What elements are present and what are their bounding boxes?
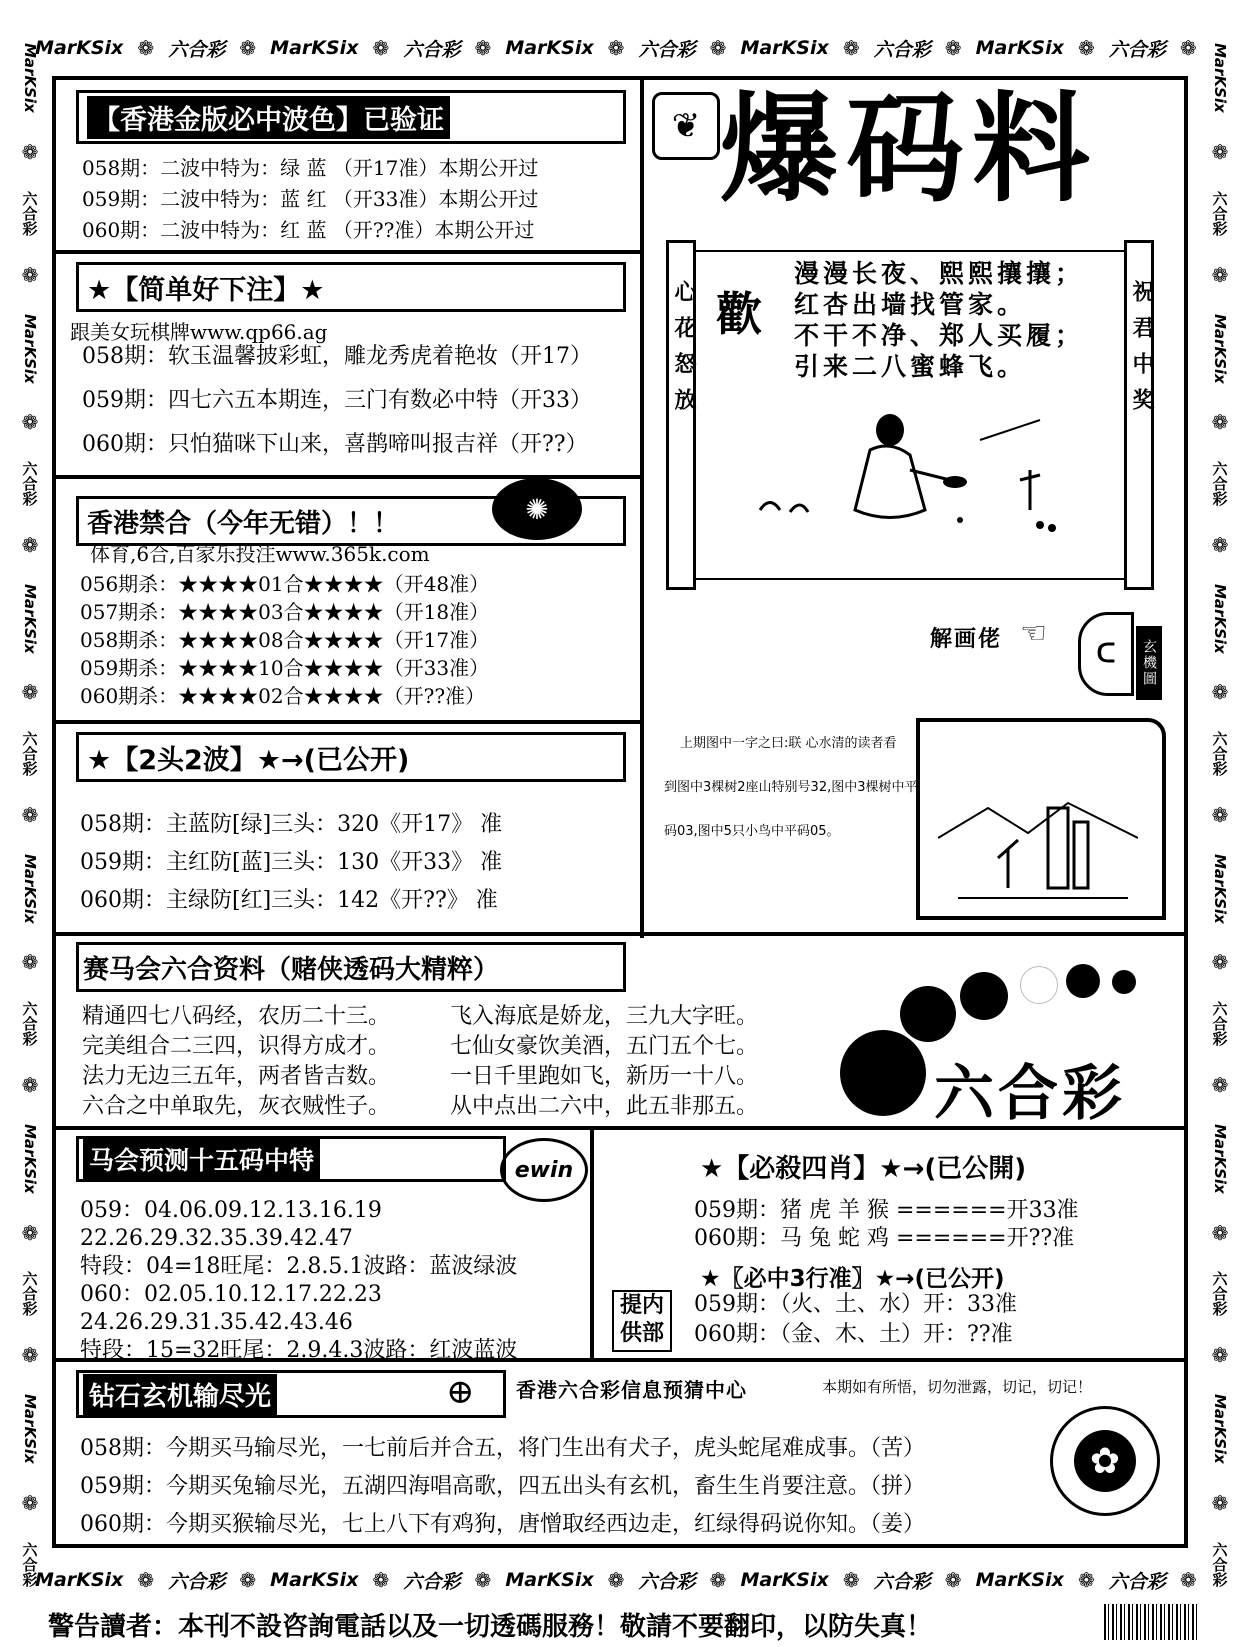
flower-icon: ❁ xyxy=(1208,532,1232,557)
emblem-seal xyxy=(1050,1406,1160,1516)
band-text: 六合彩 xyxy=(873,38,931,61)
column-divider xyxy=(640,78,644,938)
band-text: MarKSix xyxy=(1211,853,1229,924)
band-text: MarKSix xyxy=(975,1569,1064,1591)
flower-icon: ❁ xyxy=(607,36,625,60)
flower-icon: ❁ xyxy=(842,1568,860,1592)
flower-icon: ❁ xyxy=(18,1343,42,1368)
band-text: MarKSix xyxy=(740,1569,829,1591)
flower-icon: ❁ xyxy=(18,680,42,705)
interpreter-label: 解画佬 xyxy=(930,627,1003,652)
scroll-right-text: 祝君中奖 xyxy=(1129,280,1154,424)
flower-icon: ❁ xyxy=(1179,1568,1197,1592)
poem-line: 引来二八蜜蜂飞。 xyxy=(794,352,1027,381)
predict-line: 24.26.29.31.35.42.43.46 xyxy=(80,1310,353,1335)
predict-header-text: 马会预测十五码中特 xyxy=(83,1139,320,1179)
poem-line: 红杏出墙找管家。 xyxy=(794,290,1027,319)
band-text: 六合彩 xyxy=(638,38,696,61)
ball-icon xyxy=(1020,966,1058,1004)
flower-icon: ❁ xyxy=(137,36,155,60)
twohead-row: 058期：主蓝防[绿]三头：320《开17》 准 xyxy=(80,812,503,837)
flower-icon: ❁ xyxy=(137,1568,155,1592)
mountain-illustration xyxy=(938,778,1138,908)
flower-icon: ❁ xyxy=(944,36,962,60)
flower-icon: ❁ xyxy=(1077,36,1095,60)
diamond-header xyxy=(76,1370,506,1418)
ball-icon xyxy=(1112,970,1136,994)
flower-icon: ❁ xyxy=(1208,680,1232,705)
forbid-row: 060期杀：★★★★02合★★★★（开??准） xyxy=(80,684,486,708)
kill4-row: 059期：猪 虎 羊 猴 ======开33准 xyxy=(694,1198,1079,1223)
band-text: 六合彩 xyxy=(873,1570,931,1593)
flower-icon: ❁ xyxy=(842,36,860,60)
three-elements-row: 060期：（金、木、土）开：??准 xyxy=(694,1322,1013,1347)
forbid-header-text: 香港禁合（今年无错）！！ xyxy=(87,508,400,539)
diamond-row: 059期：今期买兔输尽光，五湖四海唱高歌，四五出头有玄机，畜生生肖要注意。（拼） xyxy=(80,1474,925,1499)
band-text: MarKSix xyxy=(21,583,39,654)
flower-icon: ❁ xyxy=(607,1568,625,1592)
internal-tag xyxy=(612,1290,672,1352)
flower-icon: ❁ xyxy=(18,950,42,975)
diamond-row: 058期：今期买马输尽光，一七前后并合五，将门生出有犬子，虎头蛇尾难成事。（苦） xyxy=(80,1436,925,1461)
band-text: 六合彩 xyxy=(20,460,39,506)
predict-line: 060：02.05.10.12.17.22.23 xyxy=(80,1282,382,1307)
horse-line: 六合之中单取先，灰衣贼性子。 xyxy=(82,1094,391,1119)
band-text: 六合彩 xyxy=(1210,1271,1229,1317)
flower-icon: ❁ xyxy=(1208,262,1232,287)
xuanji-tag: 玄機圖 xyxy=(1136,626,1162,700)
band-text: MarKSix xyxy=(21,43,39,114)
horse-line: 从中点出二六中，此五非那五。 xyxy=(450,1094,759,1119)
predict-line: 22.26.29.32.35.39.42.47 xyxy=(80,1226,353,1251)
horse-header-text: 赛马会六合资料（赌侠透码大精粹） xyxy=(83,954,500,985)
gold-row: 060期：二波中特为：红 蓝 （开??准）本期公开过 xyxy=(82,218,535,242)
bauhinia-icon: ✿ xyxy=(1074,1430,1136,1492)
band-text: 六合彩 xyxy=(20,1541,39,1587)
flower-icon: ❁ xyxy=(372,36,390,60)
riddle-line: 码03,图中5只小鸟中平码05。 xyxy=(664,824,840,839)
simple-row: 059期：四七六五本期连，三门有数必中特（开33） xyxy=(82,388,592,413)
flower-icon: ❁ xyxy=(1208,1073,1232,1098)
band-text: MarKSix xyxy=(975,37,1064,59)
riddle-box xyxy=(660,718,1170,924)
band-text: MarKSix xyxy=(21,853,39,924)
simple-header-text: ★【简单好下注】★ xyxy=(87,274,325,306)
ball-icon xyxy=(900,986,956,1042)
band-text: 六合彩 xyxy=(1210,1541,1229,1587)
flower-icon: ❁ xyxy=(1208,1220,1232,1245)
kill4-header: ★【必殺四肖】★→(已公開) xyxy=(700,1154,1027,1184)
scroll xyxy=(660,240,1160,600)
info-center-label: 香港六合彩信息预猜中心 xyxy=(516,1378,747,1402)
liuhecai-logo: 六合彩 xyxy=(934,1059,1126,1129)
flower-icon: ❁ xyxy=(1208,1343,1232,1368)
ball-icon xyxy=(960,972,1008,1020)
band-text: 六合彩 xyxy=(1210,1001,1229,1047)
flower-icon: ❁ xyxy=(18,1490,42,1515)
band-text: MarKSix xyxy=(270,37,359,59)
band-text: 六合彩 xyxy=(20,1271,39,1317)
twohead-row: 059期：主红防[蓝]三头：130《开33》 准 xyxy=(80,850,503,875)
gold-header xyxy=(76,90,626,144)
flower-icon: ❁ xyxy=(944,1568,962,1592)
flower-icon: ❁ xyxy=(1179,36,1197,60)
band-text: 六合彩 xyxy=(1210,731,1229,777)
band-text: 六合彩 xyxy=(20,1001,39,1047)
flower-icon: ❁ xyxy=(709,36,727,60)
band-text: 六合彩 xyxy=(1108,38,1166,61)
ball-icon xyxy=(840,1030,926,1116)
band-text: MarKSix xyxy=(1211,1123,1229,1194)
gold-row: 058期：二波中特为：绿 蓝 （开17准）本期公开过 xyxy=(82,156,539,180)
flower-icon: ❁ xyxy=(1077,1568,1095,1592)
band-text: MarKSix xyxy=(1211,1394,1229,1464)
bottom-band xyxy=(28,1560,1204,1600)
twohead-header-text: ★【2头2波】★→(已公开) xyxy=(87,744,410,776)
band-text: MarKSix xyxy=(505,37,594,59)
ewin-logo: ewin xyxy=(500,1138,588,1202)
simple-row: 060期：只怕猫咪下山来，喜鹊啼叫报吉祥（开??） xyxy=(82,432,588,457)
internal-tag-line: 提内 xyxy=(619,1293,664,1318)
flower-icon: ❁ xyxy=(1208,950,1232,975)
flower-icon: ❁ xyxy=(709,1568,727,1592)
forbid-row: 057期杀：★★★★03合★★★★（开18准） xyxy=(80,600,490,624)
left-band xyxy=(10,30,50,1600)
gold-row: 059期：二波中特为：蓝 红 （开33准）本期公开过 xyxy=(82,187,539,211)
flower-icon: ❁ xyxy=(239,36,257,60)
lady-illustration xyxy=(740,400,1080,550)
diamond-header-text: 钻石玄机输尽光 xyxy=(83,1374,277,1415)
crossed-circle-icon: ⊕ xyxy=(446,1372,475,1412)
twohead-row: 060期：主绿防[红]三头：142《开??》 准 xyxy=(80,888,498,913)
hook-icon: ᑕ xyxy=(1078,612,1134,696)
predict-header xyxy=(76,1136,506,1182)
seal-icon: ❦ xyxy=(652,92,720,160)
flower-icon: ❁ xyxy=(18,1073,42,1098)
band-text: MarKSix xyxy=(21,313,39,384)
diamond-row: 060期：今期买猴输尽光，七上八下有鸡狗，唐憎取经西边走，红绿得码说你知。（姜） xyxy=(80,1512,925,1537)
predict-line: 特段：04=18旺尾：2.8.5.1波路：蓝波绿波 xyxy=(80,1254,518,1279)
flower-icon: ❁ xyxy=(1208,410,1232,435)
band-text: 六合彩 xyxy=(403,1570,461,1593)
warning-footer: 警告讀者：本刊不設咨詢電話以及一切透碼服務！敬請不要翻印，以防失真！ xyxy=(48,1612,933,1642)
three-elements-row: 059期：（火、土、水）开：33准 xyxy=(694,1292,1017,1317)
band-text: 六合彩 xyxy=(1108,1570,1166,1593)
predict-line: 059：04.06.09.12.13.16.19 xyxy=(80,1198,382,1223)
riddle-line: 上期图中一字之曰:联 心水清的读者看 xyxy=(680,736,897,751)
column-divider xyxy=(590,1128,594,1358)
flower-icon: ❁ xyxy=(18,139,42,164)
poem-line: 漫漫长夜、熙熙攘攘； xyxy=(794,259,1085,288)
horse-line: 完美组合二三四，识得方成才。 xyxy=(82,1034,391,1059)
simple-ad: 跟美女玩棋牌www.qp66.ag xyxy=(70,320,328,344)
section-divider xyxy=(54,250,642,254)
horse-line: 一日千里跑如飞，新历一十八。 xyxy=(450,1064,759,1089)
band-text: MarKSix xyxy=(21,1394,39,1464)
riddle-line: 到图中3棵树2座山特别号32,图中3棵树中平 xyxy=(664,780,918,795)
diamond-note: 本期如有所悟，切勿泄露，切记，切记！ xyxy=(822,1378,1093,1396)
flower-icon: ❁ xyxy=(372,1568,390,1592)
band-text: 六合彩 xyxy=(638,1570,696,1593)
ball-icon xyxy=(1066,964,1100,998)
internal-tag-line: 供部 xyxy=(619,1321,664,1346)
flower-icon: ❁ xyxy=(18,1220,42,1245)
predict-line: 特段：15=32旺尾：2.9.4.3波路：红波蓝波 xyxy=(80,1338,518,1363)
horse-line: 精通四七八码经，农历二十三。 xyxy=(82,1004,391,1029)
gold-header-text: 【香港金版必中波色】已验证 xyxy=(87,96,450,139)
forbid-ad: 体育,6合,百家乐投注www.365k.com xyxy=(90,542,430,566)
three-elements-header: ★〖必中3行准〗★→(已公开) xyxy=(700,1266,1005,1292)
flower-icon: ❁ xyxy=(18,802,42,827)
turtle-icon: ✺ xyxy=(492,478,582,540)
scroll-left-text: 心花怒放 xyxy=(671,280,696,424)
forbid-row: 056期杀：★★★★01合★★★★（开48准） xyxy=(80,572,490,596)
band-text: 六合彩 xyxy=(20,190,39,236)
forbid-row: 059期杀：★★★★10合★★★★（开33准） xyxy=(80,656,490,680)
band-text: MarKSix xyxy=(35,37,124,59)
pointing-hand-icon: ☜ xyxy=(1020,616,1047,651)
band-text: 六合彩 xyxy=(1210,460,1229,506)
flower-icon: ❁ xyxy=(474,36,492,60)
barcode xyxy=(1104,1604,1200,1640)
section-divider xyxy=(54,475,642,479)
poem-line: 不干不净、郑人买履； xyxy=(794,321,1085,350)
band-text: 六合彩 xyxy=(1210,190,1229,236)
horse-line: 飞入海底是娇龙，三九大字旺。 xyxy=(450,1004,759,1029)
horse-line: 七仙女豪饮美酒，五门五个七。 xyxy=(450,1034,759,1059)
kill4-row: 060期：马 兔 蛇 鸡 ======开??准 xyxy=(694,1226,1075,1251)
band-text: 六合彩 xyxy=(168,1570,226,1593)
twohead-header xyxy=(76,732,626,782)
huan-char: 歡 xyxy=(716,287,762,341)
flower-icon: ❁ xyxy=(18,410,42,435)
top-band xyxy=(28,28,1204,68)
band-text: 六合彩 xyxy=(168,38,226,61)
page-title: 爆码料 xyxy=(720,80,1099,218)
flower-icon: ❁ xyxy=(239,1568,257,1592)
flower-icon: ❁ xyxy=(1208,1490,1232,1515)
section-divider xyxy=(54,720,642,724)
band-text: 六合彩 xyxy=(403,38,461,61)
band-text: MarKSix xyxy=(740,37,829,59)
forbid-row: 058期杀：★★★★08合★★★★（开17准） xyxy=(80,628,490,652)
flower-icon: ❁ xyxy=(474,1568,492,1592)
band-text: MarKSix xyxy=(505,1569,594,1591)
simple-row: 058期：软玉温馨披彩虹，雕龙秀虎着艳妆（开17） xyxy=(82,344,592,369)
band-text: MarKSix xyxy=(1211,583,1229,654)
simple-header xyxy=(76,262,626,312)
band-text: MarKSix xyxy=(35,1569,124,1591)
section-divider xyxy=(54,932,1186,936)
flower-icon: ❁ xyxy=(18,262,42,287)
band-text: MarKSix xyxy=(270,1569,359,1591)
band-text: MarKSix xyxy=(1211,43,1229,114)
flower-icon: ❁ xyxy=(1208,139,1232,164)
band-text: 六合彩 xyxy=(20,731,39,777)
band-text: MarKSix xyxy=(1211,313,1229,384)
right-band xyxy=(1200,30,1240,1600)
horse-header xyxy=(76,942,626,992)
horse-line: 法力无边三五年，两者皆吉数。 xyxy=(82,1064,391,1089)
band-text: MarKSix xyxy=(21,1123,39,1194)
flower-icon: ❁ xyxy=(18,532,42,557)
flower-icon: ❁ xyxy=(1208,802,1232,827)
